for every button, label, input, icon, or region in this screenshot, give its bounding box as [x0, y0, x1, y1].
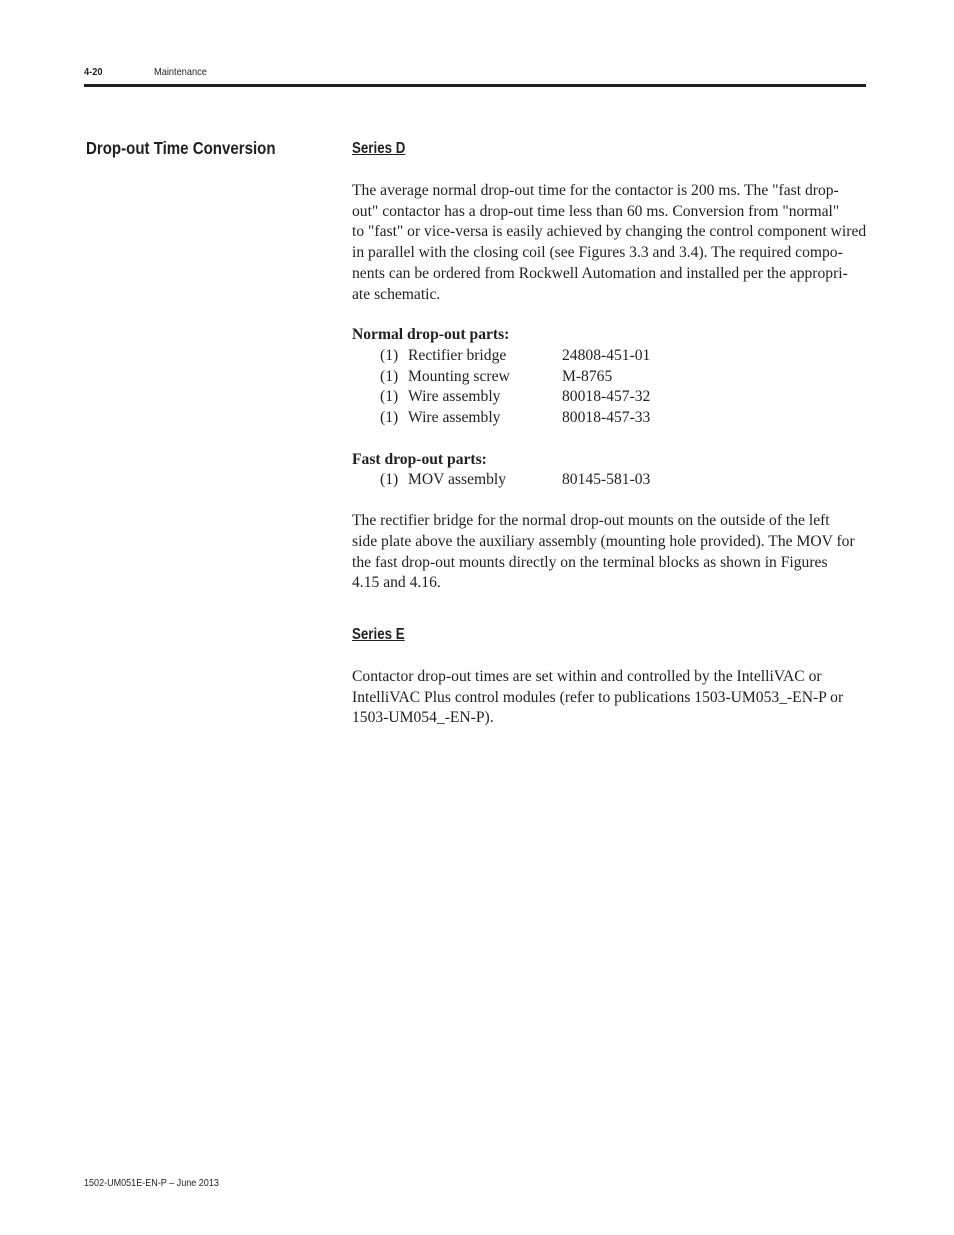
part-number: 80145-581-03 — [562, 471, 651, 489]
footer-publication: 1502-UM051E-EN-P – June 2013 — [84, 1177, 219, 1189]
part-qty: (1) — [380, 471, 399, 489]
parts-row — [352, 346, 874, 367]
page-number: 4-20 — [84, 66, 103, 78]
part-qty: (1) — [380, 388, 399, 406]
part-number: 80018-457-32 — [562, 388, 651, 406]
text-line: side plate above the auxiliary assembly (mounting hole provided). The MOV for — [352, 532, 855, 550]
series-d-heading: Series D — [352, 140, 406, 157]
parts-row — [352, 367, 874, 388]
parts-row — [352, 470, 874, 491]
part-number: 80018-457-33 — [562, 409, 651, 427]
series-e-text — [352, 667, 874, 729]
header-rule — [84, 84, 866, 87]
part-qty: (1) — [380, 367, 399, 385]
part-desc: Wire assembly — [408, 409, 501, 427]
normal-parts-title: Normal drop-out parts: — [352, 326, 510, 344]
part-desc: Rectifier bridge — [408, 346, 507, 364]
part-desc: MOV assembly — [408, 471, 507, 489]
part-number: 24808-451-01 — [562, 346, 651, 364]
text-line: 1503-UM054_-EN-P). — [352, 709, 494, 727]
part-qty: (1) — [380, 346, 399, 364]
part-qty: (1) — [380, 409, 399, 427]
text-line: The average normal drop-out time for the contactor is 200 ms. The "fast drop- — [352, 182, 839, 199]
series-d-mounting — [352, 511, 874, 594]
text-line: to "fast" or vice-versa is easily achieved by changing the control component wired — [352, 223, 867, 241]
text-line: 4.15 and 4.16. — [352, 574, 441, 592]
text-line: IntelliVAC Plus control modules (refer to publications 1503-UM053_-EN-P or — [352, 688, 844, 706]
side-title: Drop-out Time Conversion — [86, 138, 276, 158]
series-d-intro — [352, 181, 874, 305]
section-name: Maintenance — [154, 66, 207, 78]
parts-row — [352, 387, 874, 408]
text-line: in parallel with the closing coil (see Figures 3.3 and 3.4). The required compo- — [352, 244, 843, 262]
text-line: The rectifier bridge for the normal drop-out mounts on the outside of the left — [352, 512, 830, 530]
series-e-heading: Series E — [352, 625, 405, 643]
main-content — [352, 140, 874, 729]
text-line: ate schematic. — [352, 285, 441, 303]
fast-parts-title: Fast drop-out parts: — [352, 450, 487, 468]
parts-row — [352, 408, 874, 429]
text-line: nents can be ordered from Rockwell Automation and installed per the appropri- — [352, 264, 848, 282]
part-number: M-8765 — [562, 367, 613, 385]
text-line: Contactor drop-out times are set within and controlled by the IntelliVAC or — [352, 667, 822, 685]
text-line: the fast drop-out mounts directly on the terminal blocks as shown in Figures — [352, 553, 828, 571]
part-desc: Mounting screw — [408, 367, 510, 385]
part-desc: Wire assembly — [408, 388, 501, 406]
text-line: out" contactor has a drop-out time less than 60 ms. Conversion from "normal" — [352, 202, 840, 220]
